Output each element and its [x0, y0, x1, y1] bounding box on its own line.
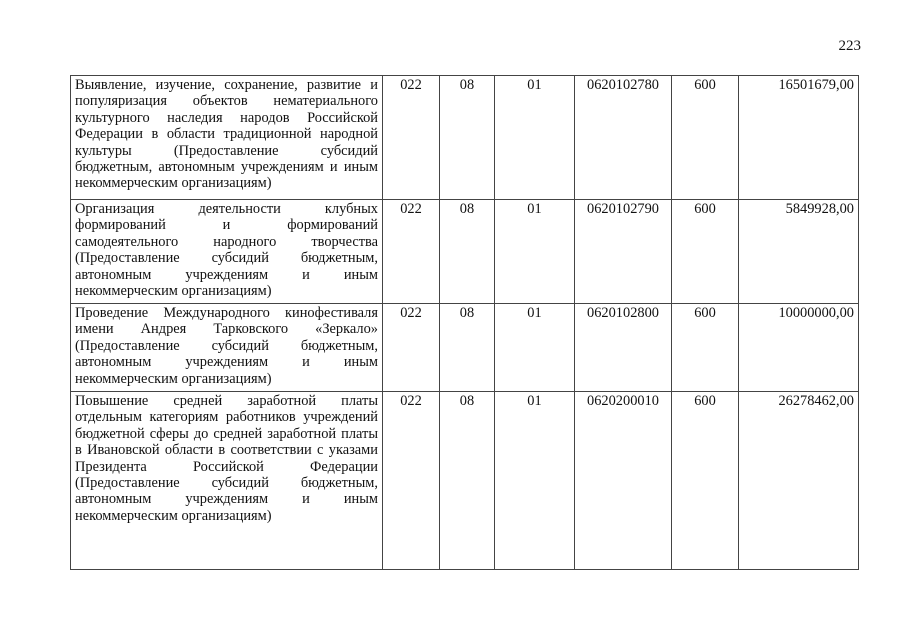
target-article-code: 0620200010	[575, 392, 672, 570]
expense-type-code: 600	[672, 392, 739, 570]
amount: 16501679,00	[739, 76, 859, 200]
table-row	[71, 200, 859, 304]
row-description: Повышение средней заработной платы отдельным категориям работников учреждений бюджетной сферы до средней заработной платы в Ивановской области в соответствии с указами Президента Российской Федерации (Предоставление субсидий бюджетным, автономным учреждениям и иным некоммерческим организациям)	[71, 392, 383, 570]
section-code: 08	[440, 76, 495, 200]
row-description: Проведение Международного кинофестиваля имени Андрея Тарковского «Зеркало» (Предоставление субсидий бюджетным, автономным учреждениям и иным некоммерческим организациям)	[71, 304, 383, 392]
ministry-code: 022	[383, 200, 440, 304]
amount: 26278462,00	[739, 392, 859, 570]
expense-type-code: 600	[672, 76, 739, 200]
subsection-code: 01	[495, 200, 575, 304]
target-article-code: 0620102800	[575, 304, 672, 392]
target-article-code: 0620102780	[575, 76, 672, 200]
expense-type-code: 600	[672, 304, 739, 392]
table-row	[71, 392, 859, 570]
subsection-code: 01	[495, 76, 575, 200]
ministry-code: 022	[383, 76, 440, 200]
section-code: 08	[440, 392, 495, 570]
expense-type-code: 600	[672, 200, 739, 304]
table-row	[71, 304, 859, 392]
ministry-code: 022	[383, 392, 440, 570]
page-number: 223	[838, 38, 861, 54]
row-description: Выявление, изучение, сохранение, развитие и популяризация объектов нематериального культурного наследия народов Российской Федерации в области традиционной народной культуры (Предоставление субсидий бюджетным, автономным учреждениям и иным некоммерческим организациям)	[71, 76, 383, 200]
amount: 5849928,00	[739, 200, 859, 304]
amount: 10000000,00	[739, 304, 859, 392]
subsection-code: 01	[495, 304, 575, 392]
section-code: 08	[440, 304, 495, 392]
section-code: 08	[440, 200, 495, 304]
subsection-code: 01	[495, 392, 575, 570]
table-row	[71, 76, 859, 200]
budget-table	[70, 75, 859, 570]
target-article-code: 0620102790	[575, 200, 672, 304]
row-description: Организация деятельности клубных формирований и формирований самодеятельного народного творчества (Предоставление субсидий бюджетным, автономным учреждениям и иным некоммерческим организациям)	[71, 200, 383, 304]
ministry-code: 022	[383, 304, 440, 392]
